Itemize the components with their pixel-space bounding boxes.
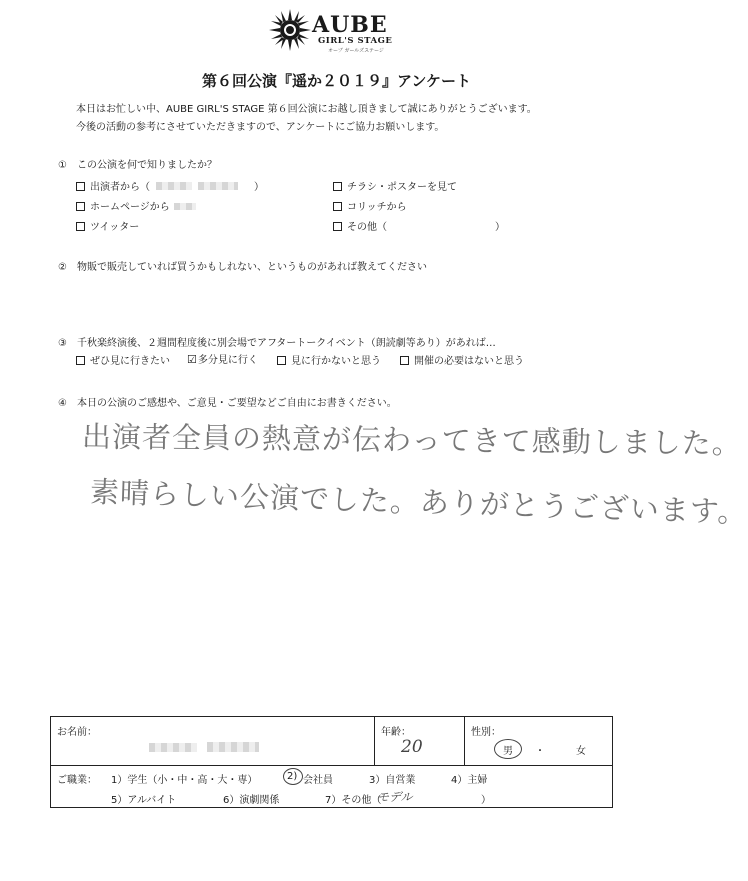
logo-subtitle: GIRL'S STAGE bbox=[318, 36, 393, 46]
handwritten-answer-line-1: 出演者全員の熱意が伝わってきて感動しました。 bbox=[81, 419, 742, 461]
checkbox[interactable] bbox=[333, 182, 342, 191]
occupation-other[interactable]: 7）その他（ bbox=[325, 795, 382, 806]
occupation-employee[interactable]: 会社員 bbox=[303, 775, 333, 786]
sex-option-female[interactable]: 女 bbox=[576, 746, 586, 757]
question-1: ① この公演を何で知りましたか？ bbox=[58, 160, 217, 171]
checkbox[interactable] bbox=[400, 356, 409, 365]
intro-line-1: 本日はお忙しい中、AUBE GIRL'S STAGE 第６回公演にお越し頂きまして誠にありがとうございます。 bbox=[76, 104, 537, 115]
q1-option-homepage[interactable]: ホームページから bbox=[76, 198, 196, 213]
question-3: ③ 千秋楽終演後、２週間程度後に別会場でアフタートークイベント（朗読劇等あり）があれば… bbox=[58, 338, 496, 349]
redacted-name bbox=[207, 742, 259, 752]
page-title: 第６回公演『遥か２０１９』アンケート bbox=[201, 72, 472, 90]
redacted-name bbox=[149, 743, 197, 752]
occupation-student[interactable]: 1）学生（小・中・高・大・専） bbox=[111, 775, 258, 786]
occupation-self-employed[interactable]: 3）自営業 bbox=[369, 775, 416, 786]
q3-option-4[interactable]: 開催の必要はないと思う bbox=[400, 352, 524, 367]
checkbox[interactable] bbox=[76, 202, 85, 211]
q3-option-1[interactable]: ぜひ見に行きたい bbox=[76, 352, 170, 367]
sun-logo-icon bbox=[268, 8, 312, 52]
name-label: お名前： bbox=[57, 727, 97, 738]
occupation-label: ご職業： bbox=[57, 775, 97, 786]
q3-option-2[interactable]: ☑多分見に行く bbox=[187, 353, 258, 366]
age-label: 年齢： bbox=[381, 727, 411, 738]
sex-label: 性別： bbox=[471, 727, 501, 738]
occupation-other-value[interactable]: モデル bbox=[377, 790, 413, 804]
occupation-housewife[interactable]: 4）主婦 bbox=[451, 775, 488, 786]
sex-separator: ・ bbox=[535, 746, 545, 757]
occupation-theater[interactable]: 6）演劇関係 bbox=[223, 795, 280, 806]
redacted-text bbox=[156, 182, 192, 190]
handwritten-answer-line-2: 素晴らしい公演でした。ありがとうございます。 bbox=[89, 474, 748, 530]
q3-option-3[interactable]: 見に行かないと思う bbox=[277, 352, 381, 367]
occupation-part-time[interactable]: 5）アルバイト bbox=[111, 795, 177, 806]
checked-checkbox[interactable]: ☑ bbox=[187, 353, 197, 366]
logo-wordmark: AUBE bbox=[312, 12, 388, 38]
occupation-employee-number: 2) bbox=[287, 771, 298, 782]
question-4: ④ 本日の公演のご感想や、ご意見・ご要望などご自由にお書きください。 bbox=[58, 398, 397, 409]
checkbox[interactable] bbox=[76, 356, 85, 365]
checkbox[interactable] bbox=[333, 222, 342, 231]
age-value[interactable]: 20 bbox=[401, 737, 423, 757]
occupation-other-close: ） bbox=[481, 795, 491, 806]
intro-line-2: 今後の活動の参考にさせていただきますので、アンケートにご協力お願いします。 bbox=[76, 122, 445, 133]
q1-option-other[interactable]: その他（ ） bbox=[333, 218, 505, 233]
checkbox[interactable] bbox=[76, 222, 85, 231]
respondent-info-form bbox=[50, 716, 613, 808]
logo bbox=[268, 8, 418, 56]
checkbox[interactable] bbox=[277, 356, 286, 365]
q1-option-twitter[interactable]: ツイッター bbox=[76, 218, 139, 233]
redacted-text bbox=[174, 203, 196, 210]
logo-kana: オーブ ガールズステージ bbox=[328, 48, 384, 54]
q1-option-performer[interactable]: 出演者から（ ） bbox=[76, 178, 264, 193]
sex-option-male[interactable]: 男 bbox=[503, 746, 513, 757]
redacted-text bbox=[198, 182, 238, 190]
checkbox[interactable] bbox=[333, 202, 342, 211]
q1-option-corich[interactable]: コリッチから bbox=[333, 198, 407, 213]
name-field[interactable] bbox=[149, 737, 259, 756]
checkbox[interactable] bbox=[76, 182, 85, 191]
q1-option-flyer[interactable]: チラシ・ポスターを見て bbox=[333, 178, 457, 193]
question-2: ② 物販で販売していれば買うかもしれない、というものがあれば教えてください bbox=[58, 262, 427, 273]
